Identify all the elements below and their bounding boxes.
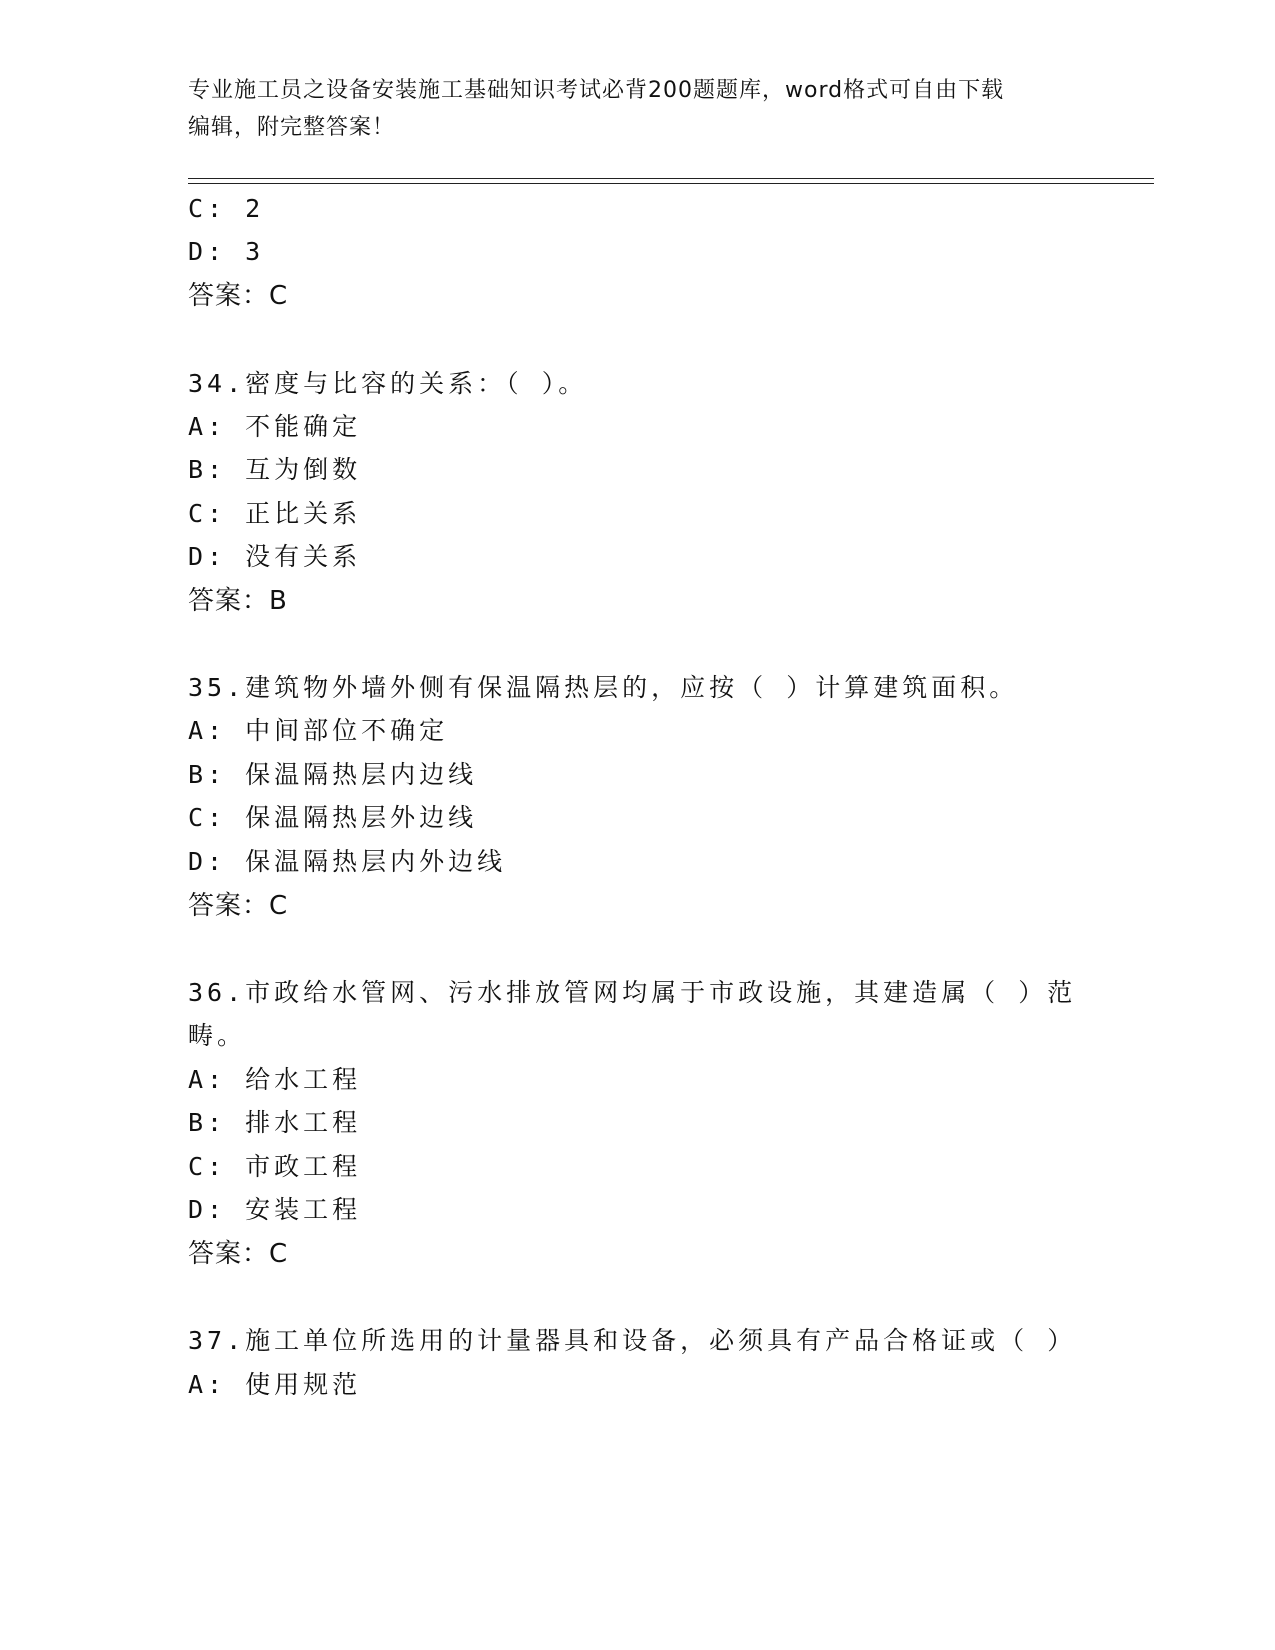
q36-option-d: D: 安装工程 bbox=[188, 1195, 362, 1224]
prev-answer: 答案：C bbox=[188, 281, 289, 311]
q36-answer: 答案：C bbox=[188, 1239, 289, 1269]
q35-option-b: B: 保温隔热层内边线 bbox=[188, 760, 478, 789]
header-line-2: 编辑，附完整答案！ bbox=[188, 115, 396, 140]
q36-stem-line-1: 36.市政给水管网、污水排放管网均属于市政设施，其建造属（ ）范 bbox=[188, 978, 1077, 1007]
header-divider-bottom bbox=[188, 183, 1154, 184]
q37-option-a: A: 使用规范 bbox=[188, 1370, 362, 1399]
q34-option-a: A: 不能确定 bbox=[188, 412, 362, 441]
q36-option-c: C: 市政工程 bbox=[188, 1152, 362, 1181]
header-line-1: 专业施工员之设备安装施工基础知识考试必背200题题库，word格式可自由下载 bbox=[188, 78, 1005, 103]
q35-option-a: A: 中间部位不确定 bbox=[188, 716, 449, 745]
prev-option-d: D: 3 bbox=[188, 237, 265, 266]
q36-option-b: B: 排水工程 bbox=[188, 1108, 362, 1137]
q34-option-b: B: 互为倒数 bbox=[188, 455, 362, 484]
q34-option-c: C: 正比关系 bbox=[188, 499, 362, 528]
q35-answer: 答案：C bbox=[188, 891, 289, 921]
q35-stem: 35.建筑物外墙外侧有保温隔热层的，应按（ ）计算建筑面积。 bbox=[188, 673, 1019, 702]
header-divider-top bbox=[188, 178, 1154, 179]
q37-stem: 37.施工单位所选用的计量器具和设备，必须具有产品合格证或（ ） bbox=[188, 1326, 1077, 1355]
q34-option-d: D: 没有关系 bbox=[188, 542, 362, 571]
q36-stem-line-2: 畴。 bbox=[188, 1021, 247, 1050]
q34-answer: 答案：B bbox=[188, 586, 288, 616]
document-header bbox=[188, 72, 1068, 146]
prev-option-c: C: 2 bbox=[188, 194, 265, 223]
q35-option-c: C: 保温隔热层外边线 bbox=[188, 803, 478, 832]
q36-option-a: A: 给水工程 bbox=[188, 1065, 362, 1094]
q35-option-d: D: 保温隔热层内外边线 bbox=[188, 847, 507, 876]
q34-stem: 34.密度与比容的关系：（ ）。 bbox=[188, 369, 588, 398]
